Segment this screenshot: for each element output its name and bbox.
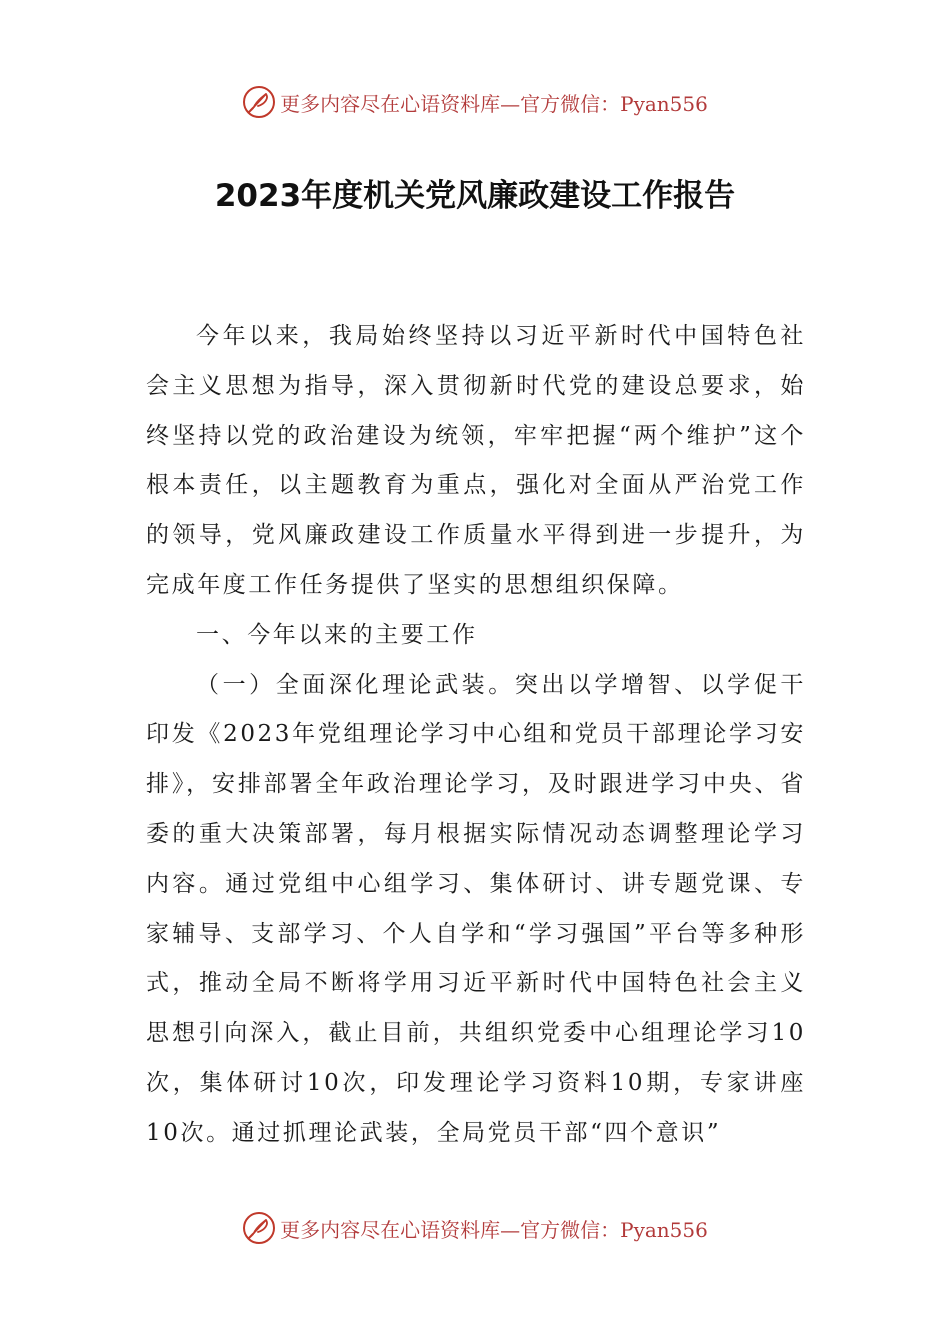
feather-pen-seal-icon xyxy=(242,85,276,119)
feather-pen-seal-icon xyxy=(242,1211,276,1245)
watermark-text: 更多内容尽在心语资料库—官方微信：Pyan556 xyxy=(280,1217,708,1242)
watermark-text: 更多内容尽在心语资料库—官方微信：Pyan556 xyxy=(280,91,708,116)
subsection-paragraph: （一）全面深化理论武装。突出以学增智、以学促干印发《2023年党组理论学习中心组和党员干部理论学习安排》，安排部署全年政治理论学习，及时跟进学习中央、省委的重大决策部署，每月根据实际情况动态调整理论学习内容。通过党组中心组学习、集体研讨、讲专题党课、专家辅导、支部学习、个人自学和“学习强国”平台等多种形式，推动全局不断将学用习近平新时代中国特色社会主义思想引向深入，截止目前，共组织党委中心组理论学习10次，集体研讨10次，印发理论学习资料10期，专家讲座10次。通过抓理论武装，全局党员干部“四个意识” xyxy=(146,671,806,1146)
page-title: 2023年度机关党风廉政建设工作报告 xyxy=(214,178,736,214)
footer-watermark-banner xyxy=(0,1208,950,1248)
section-heading: 一、今年以来的主要工作 xyxy=(196,621,478,648)
document-body xyxy=(146,312,806,1159)
header-watermark-banner xyxy=(0,82,950,122)
intro-paragraph: 今年以来，我局始终坚持以习近平新时代中国特色社会主义思想为指导，深入贯彻新时代党的建设总要求，始终坚持以党的政治建设为统领，牢牢把握“两个维护”这个根本责任，以主题教育为重点，强化对全面从严治党工作的领导，党风廉政建设工作质量水平得到进一步提升，为完成年度工作任务提供了坚实的思想组织保障。 xyxy=(146,323,806,598)
